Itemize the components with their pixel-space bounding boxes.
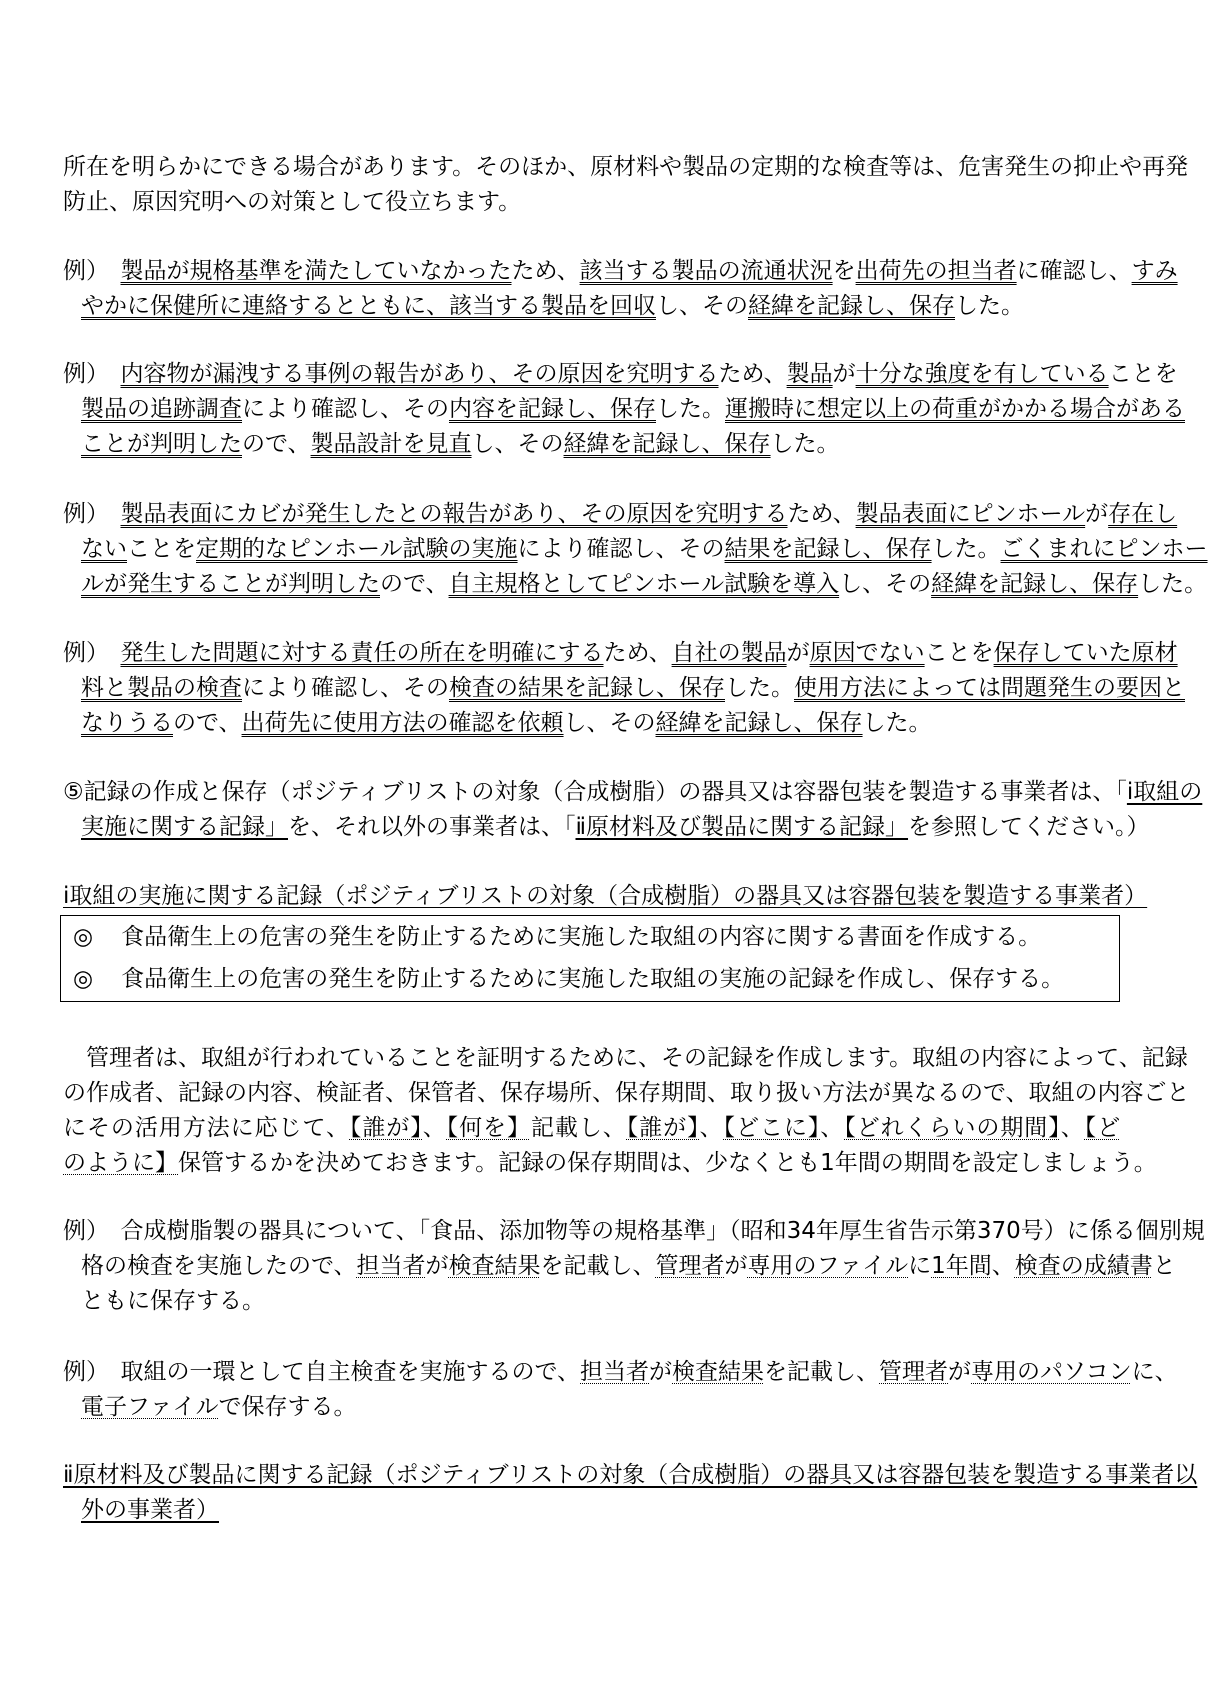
text-run: 、 bbox=[422, 1115, 447, 1141]
text-run: 、 bbox=[820, 1115, 845, 1141]
text-run: 例） bbox=[63, 258, 121, 284]
text-run: 例） bbox=[63, 640, 121, 666]
example-1 bbox=[63, 254, 1178, 324]
text-run: した。 bbox=[955, 293, 1024, 319]
example-3 bbox=[63, 497, 1208, 602]
requirement-text: 食品衛生上の危害の発生を防止するために実施した取組の実施の記録を作成し、保存する。 bbox=[121, 966, 1065, 992]
underlined-phrase: 【ど bbox=[1084, 1115, 1121, 1141]
text-run: を記載し、 bbox=[764, 1359, 880, 1385]
text-run: ので、 bbox=[380, 571, 449, 597]
text-run: を記載し、 bbox=[540, 1253, 656, 1279]
underlined-phrase: ⅱ原材料及び製品に関する記録（ポジティブリストの対象（合成樹脂）の器具又は容器包装を製造する事業者以 bbox=[63, 1462, 1198, 1488]
text-run: により確認し、その bbox=[242, 675, 449, 701]
text-run: 例） bbox=[63, 501, 121, 527]
heading-i bbox=[63, 879, 1148, 914]
text-line bbox=[63, 879, 1148, 914]
underlined-phrase: 出荷先の担当者 bbox=[855, 258, 1017, 284]
underlined-phrase: 【誰が】 bbox=[626, 1115, 700, 1141]
text-line bbox=[63, 636, 1178, 671]
underlined-phrase: 検査の成績書 bbox=[1014, 1253, 1153, 1279]
text-run: を、それ以外の事業者は、「 bbox=[288, 814, 576, 840]
text-line bbox=[63, 185, 1120, 220]
text-line bbox=[63, 254, 1178, 289]
text-line bbox=[63, 1111, 1120, 1146]
text-run: ため、 bbox=[603, 640, 672, 666]
underlined-phrase: 専用のファイル bbox=[747, 1253, 909, 1279]
heading-ii bbox=[63, 1458, 1198, 1528]
text-run: の作成者、記録の内容、検証者、保管者、保存場所、保存期間、取り扱い方法が異なるので、取組の内容ごと bbox=[63, 1080, 1190, 1106]
text-line bbox=[63, 427, 1120, 462]
section-5 bbox=[63, 775, 1203, 845]
text-line bbox=[63, 567, 1208, 602]
underlined-phrase: 料と製品の検査 bbox=[81, 675, 242, 701]
text-run: 例） 取組の一環として自主検査を実施するので、 bbox=[63, 1359, 581, 1385]
text-run: し、その bbox=[471, 431, 564, 457]
underlined-phrase: 経緯を記録し、保存 bbox=[748, 293, 955, 319]
underlined-phrase: 定期的なピンホール試験の実施 bbox=[196, 536, 518, 562]
text-line bbox=[63, 532, 1208, 567]
intro-paragraph bbox=[63, 150, 1189, 220]
text-run: ことを bbox=[924, 640, 994, 666]
text-run: ともに保存する。 bbox=[81, 1288, 265, 1314]
text-run: に bbox=[908, 1253, 932, 1279]
underlined-phrase: ルが発生することが判明した bbox=[81, 571, 380, 597]
underlined-phrase: 該当する製品の流通状況 bbox=[579, 258, 833, 284]
text-line bbox=[63, 1076, 1190, 1111]
text-run: が bbox=[1085, 501, 1109, 527]
underlined-phrase: 出荷先に使用方法の確認を依頼 bbox=[241, 710, 564, 736]
underlined-phrase: 専用のパソコン bbox=[971, 1359, 1132, 1385]
text-run: により確認し、その bbox=[517, 536, 725, 562]
underlined-phrase: 外の事業者） bbox=[81, 1497, 219, 1523]
text-line bbox=[63, 1214, 1205, 1249]
text-run: ため、 bbox=[787, 501, 856, 527]
underlined-phrase: 保存していた原材 bbox=[993, 640, 1178, 666]
underlined-phrase: ことが判明した bbox=[81, 431, 242, 457]
underlined-phrase: 担当者 bbox=[356, 1253, 426, 1279]
underlined-phrase: 製品設計を見直 bbox=[310, 431, 472, 457]
text-line bbox=[63, 1146, 1157, 1181]
text-run: が bbox=[786, 640, 810, 666]
text-line bbox=[63, 671, 1185, 706]
underlined-phrase: 1年間 bbox=[931, 1253, 992, 1279]
underlined-phrase: 【何を】 bbox=[446, 1115, 531, 1141]
text-run: ので、 bbox=[173, 710, 242, 736]
underlined-phrase: 経緯を記録し、保存 bbox=[655, 710, 863, 736]
underlined-phrase: 経緯を記録し、保存 bbox=[931, 571, 1139, 597]
manager-paragraph bbox=[63, 1041, 1190, 1181]
text-run: ⑤記録の作成と保存（ポジティブリストの対象（合成樹脂）の器具又は容器包装を製造する事業者は、「 bbox=[63, 779, 1127, 805]
requirement-item bbox=[73, 962, 1064, 997]
text-run: した。 bbox=[862, 710, 932, 736]
requirements-box bbox=[60, 915, 1120, 1002]
text-run: ため、 bbox=[718, 361, 787, 387]
text-run: し、その bbox=[656, 293, 748, 319]
text-run: した。 bbox=[725, 675, 794, 701]
underlined-phrase: 内容物が漏洩する事例の報告があり、その原因を究明する bbox=[120, 361, 719, 387]
underlined-phrase: 内容を記録し、保存 bbox=[449, 396, 656, 422]
underlined-phrase: 担当者 bbox=[580, 1359, 650, 1385]
text-run: 記載し、 bbox=[530, 1115, 627, 1141]
text-run: を参照してください。） bbox=[908, 814, 1150, 840]
text-run: した。 bbox=[656, 396, 725, 422]
text-run: 防止、原因究明への対策として役立ちます。 bbox=[63, 189, 522, 215]
underlined-phrase: なりうる bbox=[81, 710, 173, 736]
example-4 bbox=[63, 636, 1185, 741]
text-run: 、 bbox=[991, 1253, 1015, 1279]
underlined-phrase: 電子ファイル bbox=[81, 1394, 219, 1420]
text-run: し、その bbox=[839, 571, 932, 597]
example-2 bbox=[63, 357, 1185, 462]
underlined-phrase: 検査結果 bbox=[448, 1253, 541, 1279]
underlined-phrase: 自主規格としてピンホール試験を導入 bbox=[448, 571, 840, 597]
underlined-phrase: 検査結果 bbox=[672, 1359, 765, 1385]
underlined-phrase: のように】 bbox=[63, 1150, 178, 1176]
text-line bbox=[63, 1390, 1120, 1425]
text-line bbox=[63, 1041, 1188, 1076]
underlined-phrase: 管理者 bbox=[655, 1253, 725, 1279]
underlined-phrase: ⅱ原材料及び製品に関する記録」 bbox=[575, 814, 909, 840]
text-run: が bbox=[948, 1359, 972, 1385]
underlined-phrase: 発生した問題に対する責任の所在を明確にする bbox=[120, 640, 604, 666]
double-circle-bullet: ◎ bbox=[73, 966, 94, 992]
underlined-phrase: 存在し bbox=[1108, 501, 1178, 527]
requirement-text: 食品衛生上の危害の発生を防止するために実施した取組の内容に関する書面を作成する。 bbox=[121, 924, 1042, 950]
text-line bbox=[63, 706, 1120, 741]
text-run: が bbox=[425, 1253, 449, 1279]
text-run: に、 bbox=[1131, 1359, 1178, 1385]
text-run: に確認し、 bbox=[1016, 258, 1132, 284]
text-line bbox=[63, 1355, 1178, 1390]
text-line bbox=[63, 1493, 1120, 1528]
underlined-phrase: 自社の製品 bbox=[671, 640, 787, 666]
text-run: 保管するかを決めておきます。記録の保存期間は、少なくとも1年間の期間を設定しましょう。 bbox=[178, 1150, 1157, 1176]
underlined-phrase: 管理者 bbox=[879, 1359, 949, 1385]
text-run: を bbox=[832, 258, 856, 284]
text-run: 管理者は、取組が行われていることを証明するために、その記録を作成します。取組の内容によって、記録 bbox=[63, 1045, 1188, 1071]
requirement-item bbox=[73, 920, 1041, 955]
underlined-phrase: やかに保健所に連絡するとともに、該当する製品を回収 bbox=[81, 293, 656, 319]
underlined-phrase: ない bbox=[81, 536, 127, 562]
text-run: ことを bbox=[1108, 361, 1178, 387]
underlined-phrase: 【誰が】 bbox=[349, 1115, 423, 1141]
example-5 bbox=[63, 1214, 1205, 1319]
text-run: し、その bbox=[563, 710, 656, 736]
text-line bbox=[63, 1458, 1198, 1493]
underlined-phrase: ⅰ取組の bbox=[1126, 779, 1203, 805]
underlined-phrase: 運搬時に想定以上の荷重がかかる場合がある bbox=[725, 396, 1185, 422]
text-line bbox=[63, 810, 1150, 845]
text-run: が bbox=[649, 1359, 673, 1385]
text-run: 例） 合成樹脂製の器具について、「食品、添加物等の規格基準」（昭和34年厚生省告示第370号）に係る個別規 bbox=[63, 1218, 1205, 1244]
underlined-phrase: 製品の追跡調査 bbox=[81, 396, 242, 422]
text-run: と bbox=[1152, 1253, 1176, 1279]
text-line bbox=[63, 775, 1203, 810]
text-line bbox=[63, 150, 1189, 185]
underlined-phrase: 使用方法によっては問題発生の要因と bbox=[794, 675, 1185, 701]
text-run: が bbox=[724, 1253, 748, 1279]
text-run: が bbox=[832, 361, 856, 387]
underlined-phrase: すみ bbox=[1131, 258, 1178, 284]
underlined-phrase: 製品が規格基準を満たしていなかった bbox=[120, 258, 512, 284]
text-run: にその活用方法に応じて、 bbox=[63, 1115, 350, 1141]
underlined-phrase: 製品表面にピンホール bbox=[855, 501, 1086, 527]
text-line bbox=[63, 357, 1178, 392]
text-line bbox=[63, 392, 1185, 427]
text-run: により確認し、その bbox=[242, 396, 449, 422]
underlined-phrase: ごくまれにピンホー bbox=[1000, 536, 1208, 562]
underlined-phrase: 経緯を記録し、保存 bbox=[563, 431, 771, 457]
text-line bbox=[63, 1249, 1176, 1284]
text-line bbox=[63, 497, 1178, 532]
underlined-phrase: 結果を記録し、保存 bbox=[724, 536, 932, 562]
double-circle-bullet: ◎ bbox=[73, 924, 94, 950]
text-run: した。 bbox=[1138, 571, 1208, 597]
text-run: 、 bbox=[699, 1115, 724, 1141]
text-run: 格の検査を実施したので、 bbox=[81, 1253, 357, 1279]
text-run: 、 bbox=[1060, 1115, 1085, 1141]
underlined-phrase: 製品 bbox=[786, 361, 833, 387]
underlined-phrase: 検査の結果を記録し、保存 bbox=[449, 675, 725, 701]
underlined-phrase: 【どれくらいの期間】 bbox=[844, 1115, 1061, 1141]
text-run: した。 bbox=[931, 536, 1001, 562]
underlined-phrase: 実施に関する記録」 bbox=[81, 814, 288, 840]
underlined-phrase: 製品表面にカビが発生したとの報告があり、その原因を究明する bbox=[120, 501, 788, 527]
underlined-phrase: 原因でない bbox=[809, 640, 925, 666]
text-run: 例） bbox=[63, 361, 121, 387]
text-run: ので、 bbox=[242, 431, 311, 457]
underlined-phrase: 【どこに】 bbox=[723, 1115, 821, 1141]
text-line bbox=[63, 289, 1120, 324]
text-run: で保存する。 bbox=[218, 1394, 357, 1420]
underlined-phrase: ⅰ取組の実施に関する記録（ポジティブリストの対象（合成樹脂）の器具又は容器包装を製造する事業者） bbox=[63, 883, 1148, 909]
underlined-phrase: 十分な強度を有している bbox=[855, 361, 1109, 387]
example-6 bbox=[63, 1355, 1178, 1425]
text-line bbox=[63, 1284, 1120, 1319]
text-run: ため、 bbox=[511, 258, 580, 284]
text-run: 所在を明らかにできる場合があります。そのほか、原材料や製品の定期的な検査等は、危害発生の抑止や再発 bbox=[63, 154, 1189, 180]
text-run: ことを bbox=[127, 536, 196, 562]
text-run: した。 bbox=[770, 431, 840, 457]
